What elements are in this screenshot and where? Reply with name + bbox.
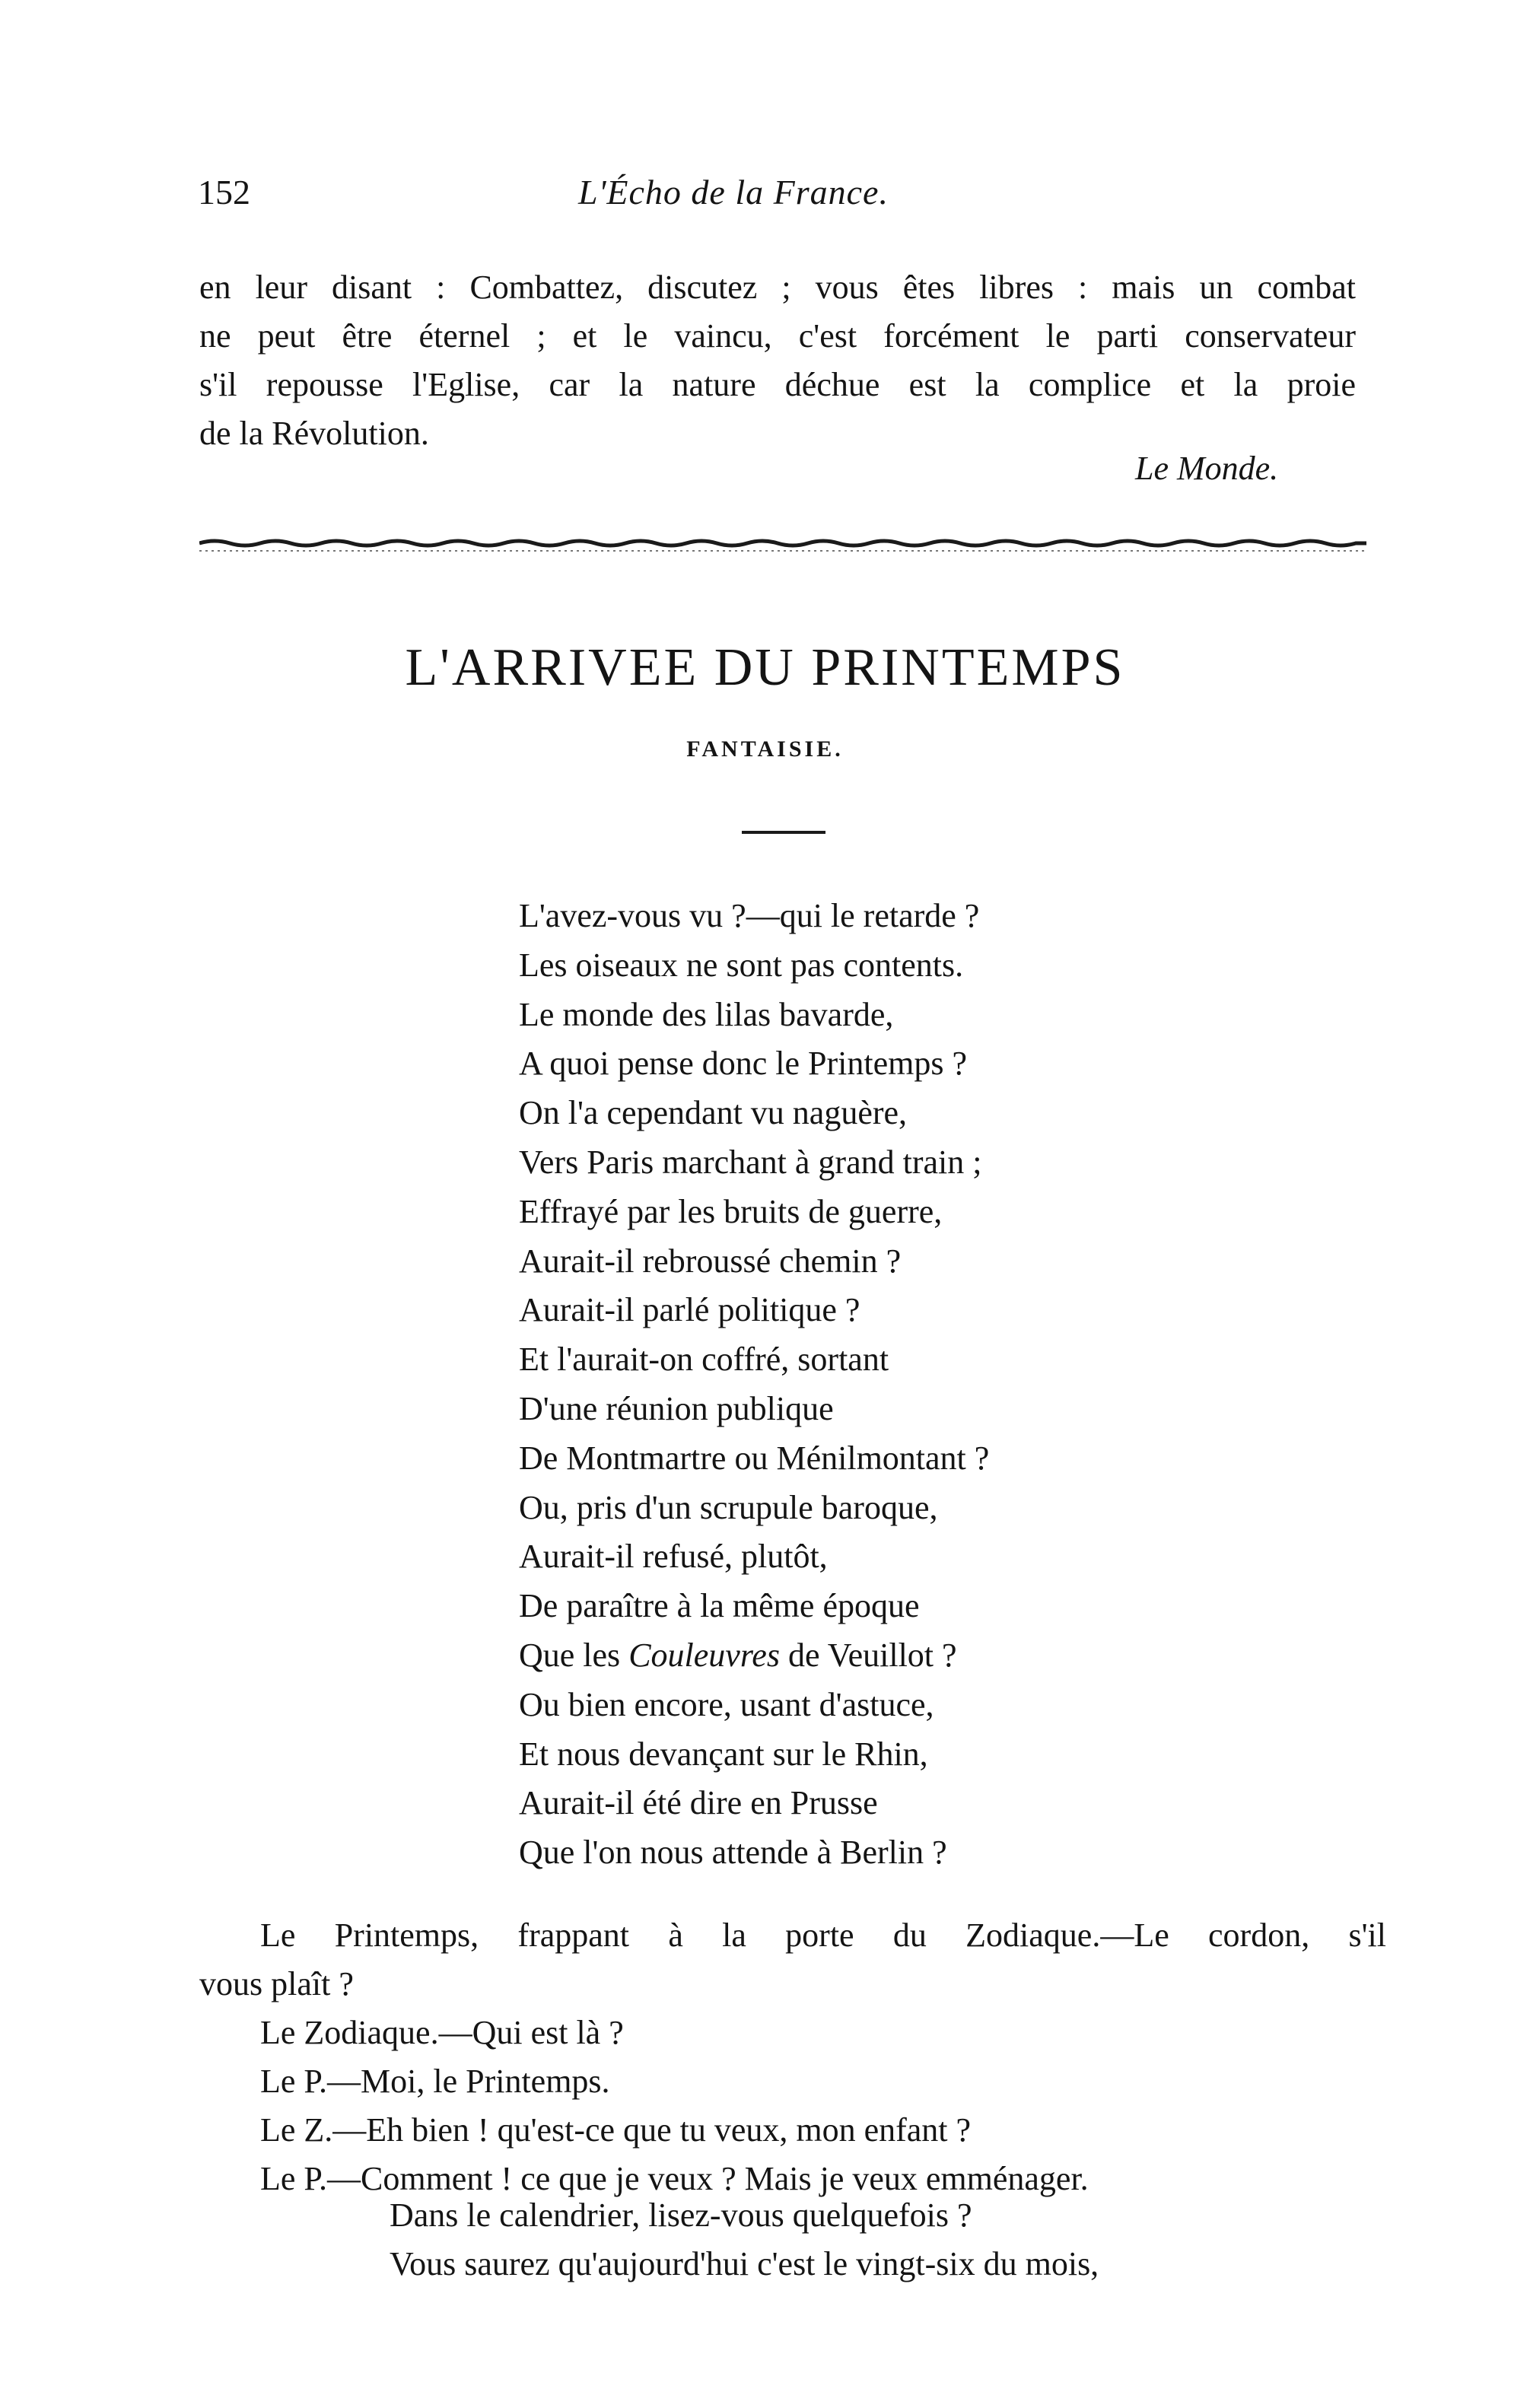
poem-line-start: Que les (519, 1636, 629, 1674)
dialogue-line: Le P.—Comment ! ce que je veux ? Mais je veux emménager. (260, 2160, 1089, 2197)
dialogue-line: Le P.—Moi, le Printemps. (260, 2063, 610, 2100)
verse-line: Dans le calendrier, lisez-vous quelquefois ? (390, 2196, 972, 2234)
previous-article-line: en leur disant : Combattez, discutez ; vous êtes libres : mais un combat (199, 269, 1356, 306)
poem-line: Effrayé par les bruits de guerre, (519, 1192, 943, 1230)
dialogue (199, 1911, 1386, 2203)
poem-line: Aurait-il refusé, plutôt, (519, 1538, 828, 1576)
poem-line: Que l'on nous attende à Berlin ? (519, 1834, 947, 1872)
poem-line (519, 1631, 989, 1681)
previous-article-line: s'il repousse l'Eglise, car la nature déchue est la complice et la proie (199, 366, 1356, 403)
article-title: L'ARRIVEE DU PRINTEMPS (405, 638, 1125, 697)
poem-line: D'une réunion publique (519, 1389, 834, 1427)
previous-article-line: de la Révolution. (199, 415, 429, 452)
poem-line-italic: Couleuvres (628, 1636, 780, 1674)
poem-line: Aurait-il été dire en Prusse (519, 1784, 878, 1822)
poem-line: A quoi pense donc le Printemps ? (519, 1045, 968, 1083)
dialogue-line: Le Z.—Eh bien ! qu'est-ce que tu veux, mon enfant ? (260, 2111, 972, 2149)
article-subtitle: FANTAISIE. (686, 736, 844, 762)
verse-line: Vous saurez qu'aujourd'hui c'est le vingt-six du mois, (390, 2245, 1099, 2282)
section-separator (199, 537, 1366, 557)
title-rule (742, 831, 825, 834)
poem-line: On l'a cependant vu naguère, (519, 1094, 908, 1132)
poem-line: Vers Paris marchant à grand train ; (519, 1143, 982, 1181)
poem-line: Le monde des lilas bavarde, (519, 995, 894, 1033)
dialogue-line: Le Zodiaque.—Qui est là ? (260, 2014, 624, 2051)
poem-line: Et nous devançant sur le Rhin, (519, 1735, 928, 1773)
poem-line: Ou, pris d'un scrupule baroque, (519, 1488, 938, 1526)
poem (519, 892, 989, 1878)
source-attribution: Le Monde. (1135, 450, 1279, 487)
verse-continuation (390, 2191, 1099, 2289)
poem-line: Ou bien encore, usant d'astuce, (519, 1685, 934, 1723)
poem-line: De paraître à la même époque (519, 1587, 920, 1625)
poem-line: Aurait-il parlé politique ? (519, 1291, 860, 1329)
poem-line: Et l'aurait-on coffré, sortant (519, 1341, 889, 1379)
poem-line: Les oiseaux ne sont pas contents. (519, 946, 964, 984)
poem-line: L'avez-vous vu ?—qui le retarde ? (519, 897, 980, 934)
page-number: 152 (198, 173, 250, 212)
dialogue-line: vous plaît ? (199, 1965, 354, 2002)
previous-article-line: ne peut être éternel ; et le vaincu, c'est forcément le parti conservateur (199, 317, 1356, 355)
dialogue-line: Le Printemps, frappant à la porte du Zodiaque.—Le cordon, s'il (260, 1917, 1386, 1954)
poem-line-end: de Veuillot ? (779, 1636, 957, 1674)
poem-line: De Montmartre ou Ménilmontant ? (519, 1439, 990, 1477)
running-title: L'Écho de la France. (578, 173, 889, 212)
poem-line: Aurait-il rebroussé chemin ? (519, 1242, 902, 1280)
